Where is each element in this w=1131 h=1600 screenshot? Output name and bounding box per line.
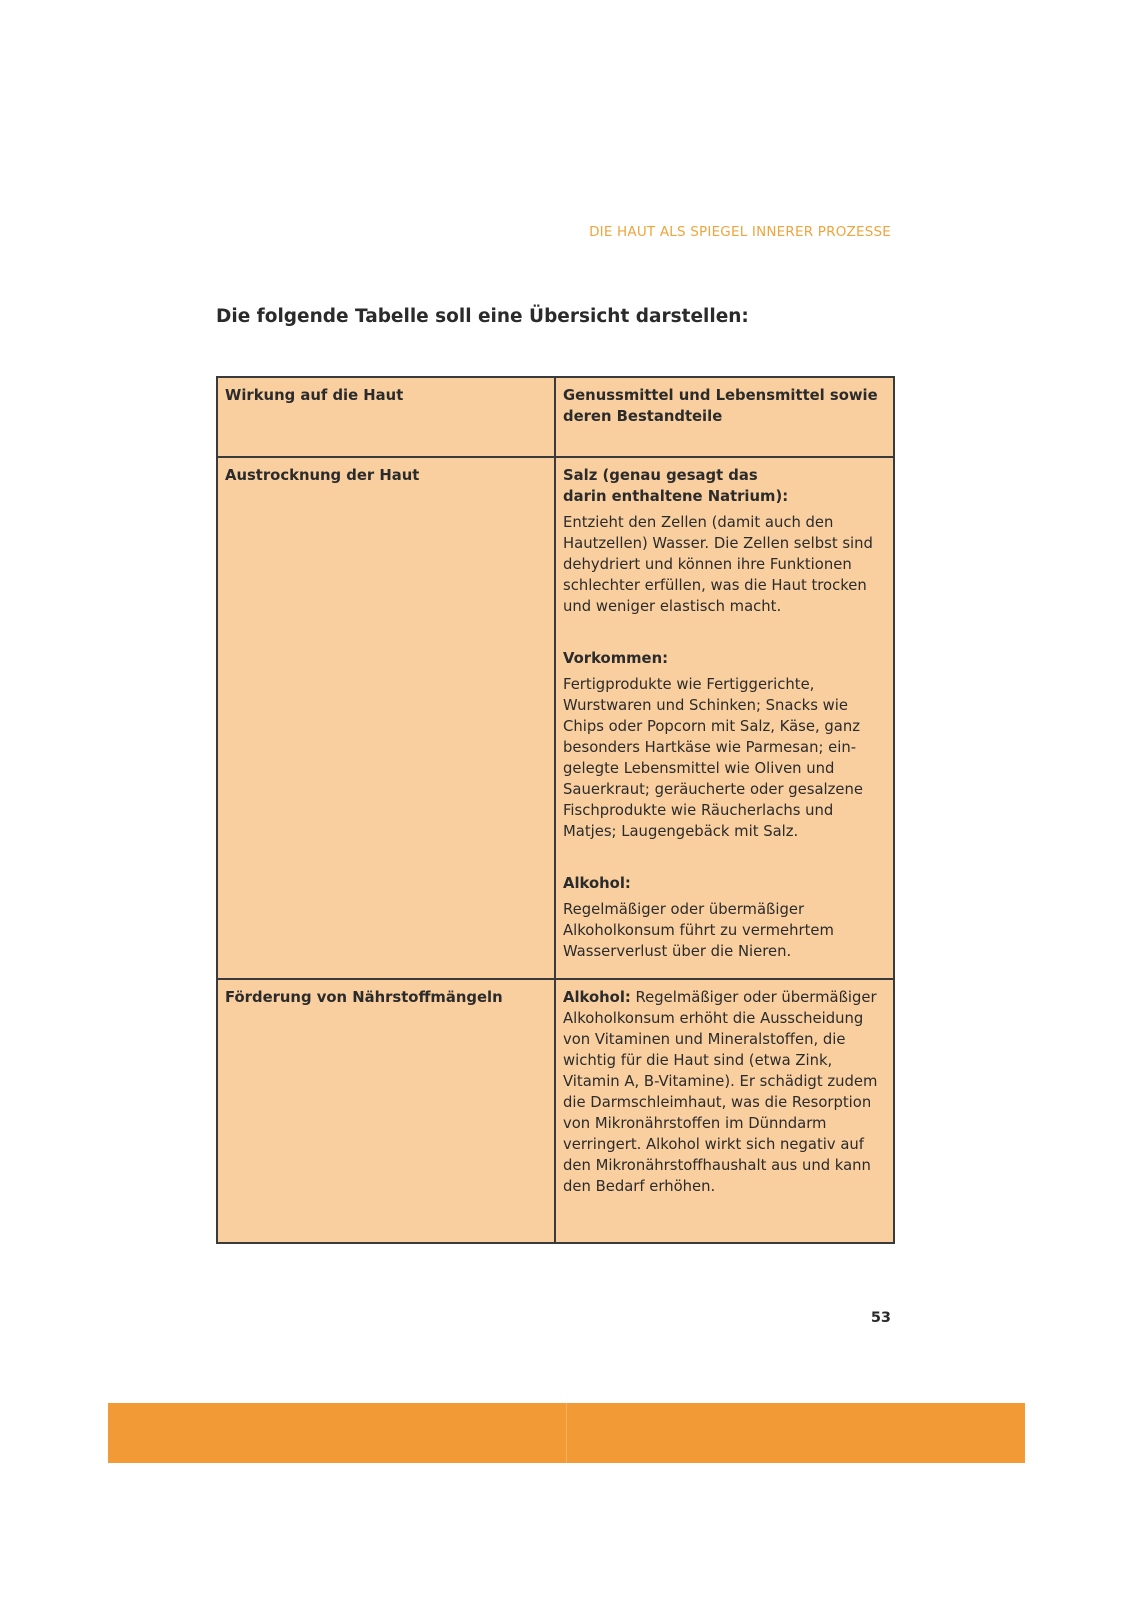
alcohol-title: Alkohol: <box>563 875 631 892</box>
salt-description: Entzieht den Zellen (damit auch den Hautzellen) Wasser. Die Zellen selbst sind dehydriert und können ihre Funktionen schlechter erfüllen, was die Haut trocken und weniger elastisch macht. <box>563 514 873 615</box>
running-header: DIE HAUT ALS SPIEGEL INNERER PROZESSE <box>589 224 891 240</box>
salt-title-line-2: darin enthaltene Natrium): <box>563 488 789 505</box>
intro-heading: Die folgende Tabelle soll eine Übersicht darstellen: <box>216 306 749 327</box>
effect-cell: Austrocknung der Haut <box>217 457 555 979</box>
foods-cell <box>555 457 894 979</box>
salt-title <box>563 465 887 507</box>
salt-title-line-1: Salz (genau gesagt das <box>563 467 758 484</box>
occurrence-title: Vorkommen: <box>563 650 669 667</box>
table-header-row <box>217 377 894 457</box>
alcohol-description: Regelmäßiger oder übermäßiger Alkoholkonsum führt zu vermehrtem Wasserverlust über die Nieren. <box>563 901 834 960</box>
table-row <box>217 979 894 1243</box>
footer-band-seam <box>566 1403 567 1463</box>
occurrence-description: Fertigprodukte wie Fertiggerichte, Wurstwaren und Schinken; Snacks wie Chips oder Popcorn mit Salz, Käse, ganz besonders Hartkäse wie Parmesan; eingelegte Lebensmittel wie Oliven und Sauerkraut; geräucherte oder gesalzene Fischprodukte wie Räucherlachs und Matjes; Laugengebäck mit Salz. <box>563 676 864 840</box>
column-header-effect: Wirkung auf die Haut <box>217 377 555 457</box>
column-header-foods: Genussmittel und Lebensmittel sowie deren Bestandteile <box>555 377 894 457</box>
foods-cell <box>555 979 894 1243</box>
overview-table-container <box>216 376 889 1244</box>
page-number: 53 <box>870 1310 891 1326</box>
alcohol-description: Regelmäßiger oder übermäßiger Alkoholkonsum erhöht die Ausscheidung von Vitaminen und Mineralstoffen, die wichtig für die Haut sind (etwa Zink, Vitamin A, B-Vitamine). Er schädigt zudem die Darmschleimhaut, was die Resorption von Mikronährstoffen im Dünndarm verringert. Alkohol wirkt sich negativ auf den Mikronährstoffhaushalt aus und kann den Bedarf erhöhen. <box>563 989 878 1195</box>
alcohol-paragraph <box>563 987 887 1197</box>
table-row <box>217 457 894 979</box>
footer-color-band <box>108 1403 1025 1463</box>
effect-cell: Förderung von Nährstoffmängeln <box>217 979 555 1243</box>
overview-table <box>216 376 895 1244</box>
alcohol-title: Alkohol: <box>563 989 631 1006</box>
